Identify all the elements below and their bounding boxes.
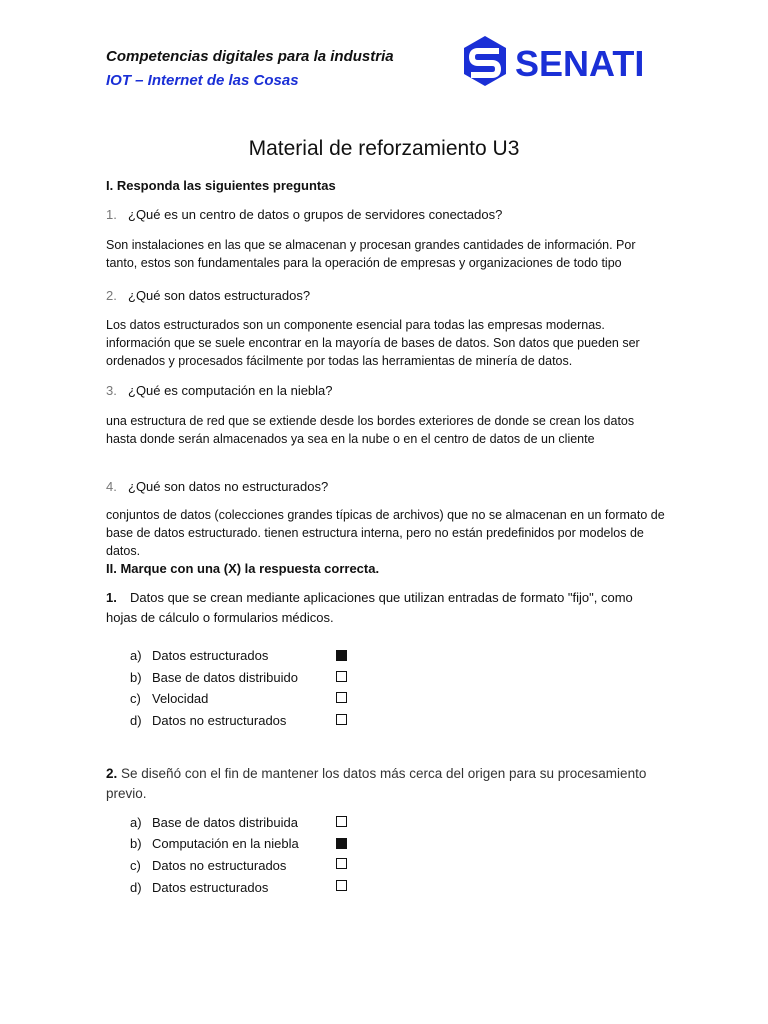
mc2-option-d-checkbox[interactable]: [336, 880, 347, 891]
mc2-option-c-checkbox[interactable]: [336, 858, 347, 869]
option-label: Base de datos distribuida: [152, 815, 298, 830]
option-letter: d): [130, 713, 142, 728]
mc-question-number: 2.: [106, 766, 118, 781]
mc1-option-a: [130, 646, 268, 666]
mc-question-2: [106, 764, 666, 804]
answer-4: conjuntos de datos (colecciones grandes típicas de archivos) que no se almacenan en un formato de base de datos estructurado. tienen estructura interna, pero no están predefinidos por modelos de datos.: [106, 508, 665, 558]
mc2-option-d: [130, 878, 268, 898]
mc-question-1: [106, 588, 666, 628]
option-label: Velocidad: [152, 691, 209, 706]
question-text: ¿Qué es computación en la niebla?: [128, 383, 333, 398]
answer-3: una estructura de red que se extiende desde los bordes exteriores de donde se crean los datos hasta donde serán almacenados ya sea en la nube o en el centro de datos de un cliente: [106, 414, 635, 446]
question-4: [106, 479, 328, 494]
mc1-option-c-checkbox[interactable]: [336, 692, 347, 703]
option-letter: c): [130, 858, 141, 873]
option-label: Datos estructurados: [152, 880, 269, 895]
senati-logo: [458, 34, 648, 90]
senati-logo-icon: [458, 34, 648, 90]
question-number: 2.: [106, 288, 117, 303]
section-heading-1: I. Responda las siguientes preguntas: [106, 178, 336, 193]
question-text: ¿Qué son datos no estructurados?: [128, 479, 329, 494]
option-letter: a): [130, 648, 142, 663]
mc2-option-a-checkbox[interactable]: [336, 816, 347, 827]
mc2-option-c: [130, 856, 286, 876]
question-3: [106, 383, 333, 398]
option-label: Datos no estructurados: [152, 858, 287, 873]
answer-1: Son instalaciones en las que se almacenan y procesan grandes cantidades de información. Por tanto, estos son fundamentales para la operación de empresas y organizaciones de todo tipo: [106, 238, 636, 270]
logo-text: SENATI: [515, 43, 645, 84]
question-2: [106, 288, 310, 303]
mc-question-text: Datos que se crean mediante aplicaciones que utilizan entradas de formato "fijo", como hojas de cálculo o formularios médicos.: [106, 590, 633, 625]
question-number: 3.: [106, 383, 117, 398]
answer-2: Los datos estructurados son un componente esencial para todas las empresas modernas. información que se suele encontrar en la mayoría de bases de datos. Son datos que pueden ser ordenados y procesados fácilmente por todas las herramientas de minería de datos.: [106, 318, 640, 368]
option-letter: d): [130, 880, 142, 895]
mc1-option-d: [130, 711, 286, 731]
option-letter: a): [130, 815, 142, 830]
section-heading-2: II. Marque con una (X) la respuesta correcta.: [106, 561, 380, 576]
option-letter: c): [130, 691, 141, 706]
mc1-option-a-checkbox[interactable]: [336, 650, 347, 661]
option-label: Computación en la niebla: [152, 836, 299, 851]
mc1-option-b-checkbox[interactable]: [336, 671, 347, 682]
course-title: Competencias digitales para la industria: [106, 48, 394, 65]
mc-question-text: Se diseñó con el fin de mantener los datos más cerca del origen para su procesamiento previo.: [106, 766, 647, 801]
question-1: [106, 207, 502, 222]
mc2-option-a: [130, 813, 298, 833]
mc2-option-b-checkbox[interactable]: [336, 838, 347, 849]
mc1-option-b: [130, 668, 298, 688]
question-text: ¿Qué son datos estructurados?: [128, 288, 311, 303]
option-label: Datos estructurados: [152, 648, 269, 663]
question-number: 4.: [106, 479, 117, 494]
course-subtitle: IOT – Internet de las Cosas: [106, 72, 299, 89]
mc-question-number: 1.: [106, 590, 117, 605]
mc1-option-c: [130, 689, 208, 709]
question-text: ¿Qué es un centro de datos o grupos de servidores conectados?: [128, 207, 503, 222]
mc1-option-d-checkbox[interactable]: [336, 714, 347, 725]
page-title: Material de reforzamiento U3: [248, 137, 520, 160]
option-label: Base de datos distribuido: [152, 670, 298, 685]
question-number: 1.: [106, 207, 117, 222]
option-letter: b): [130, 670, 142, 685]
option-letter: b): [130, 836, 142, 851]
option-label: Datos no estructurados: [152, 713, 287, 728]
mc2-option-b: [130, 834, 299, 854]
